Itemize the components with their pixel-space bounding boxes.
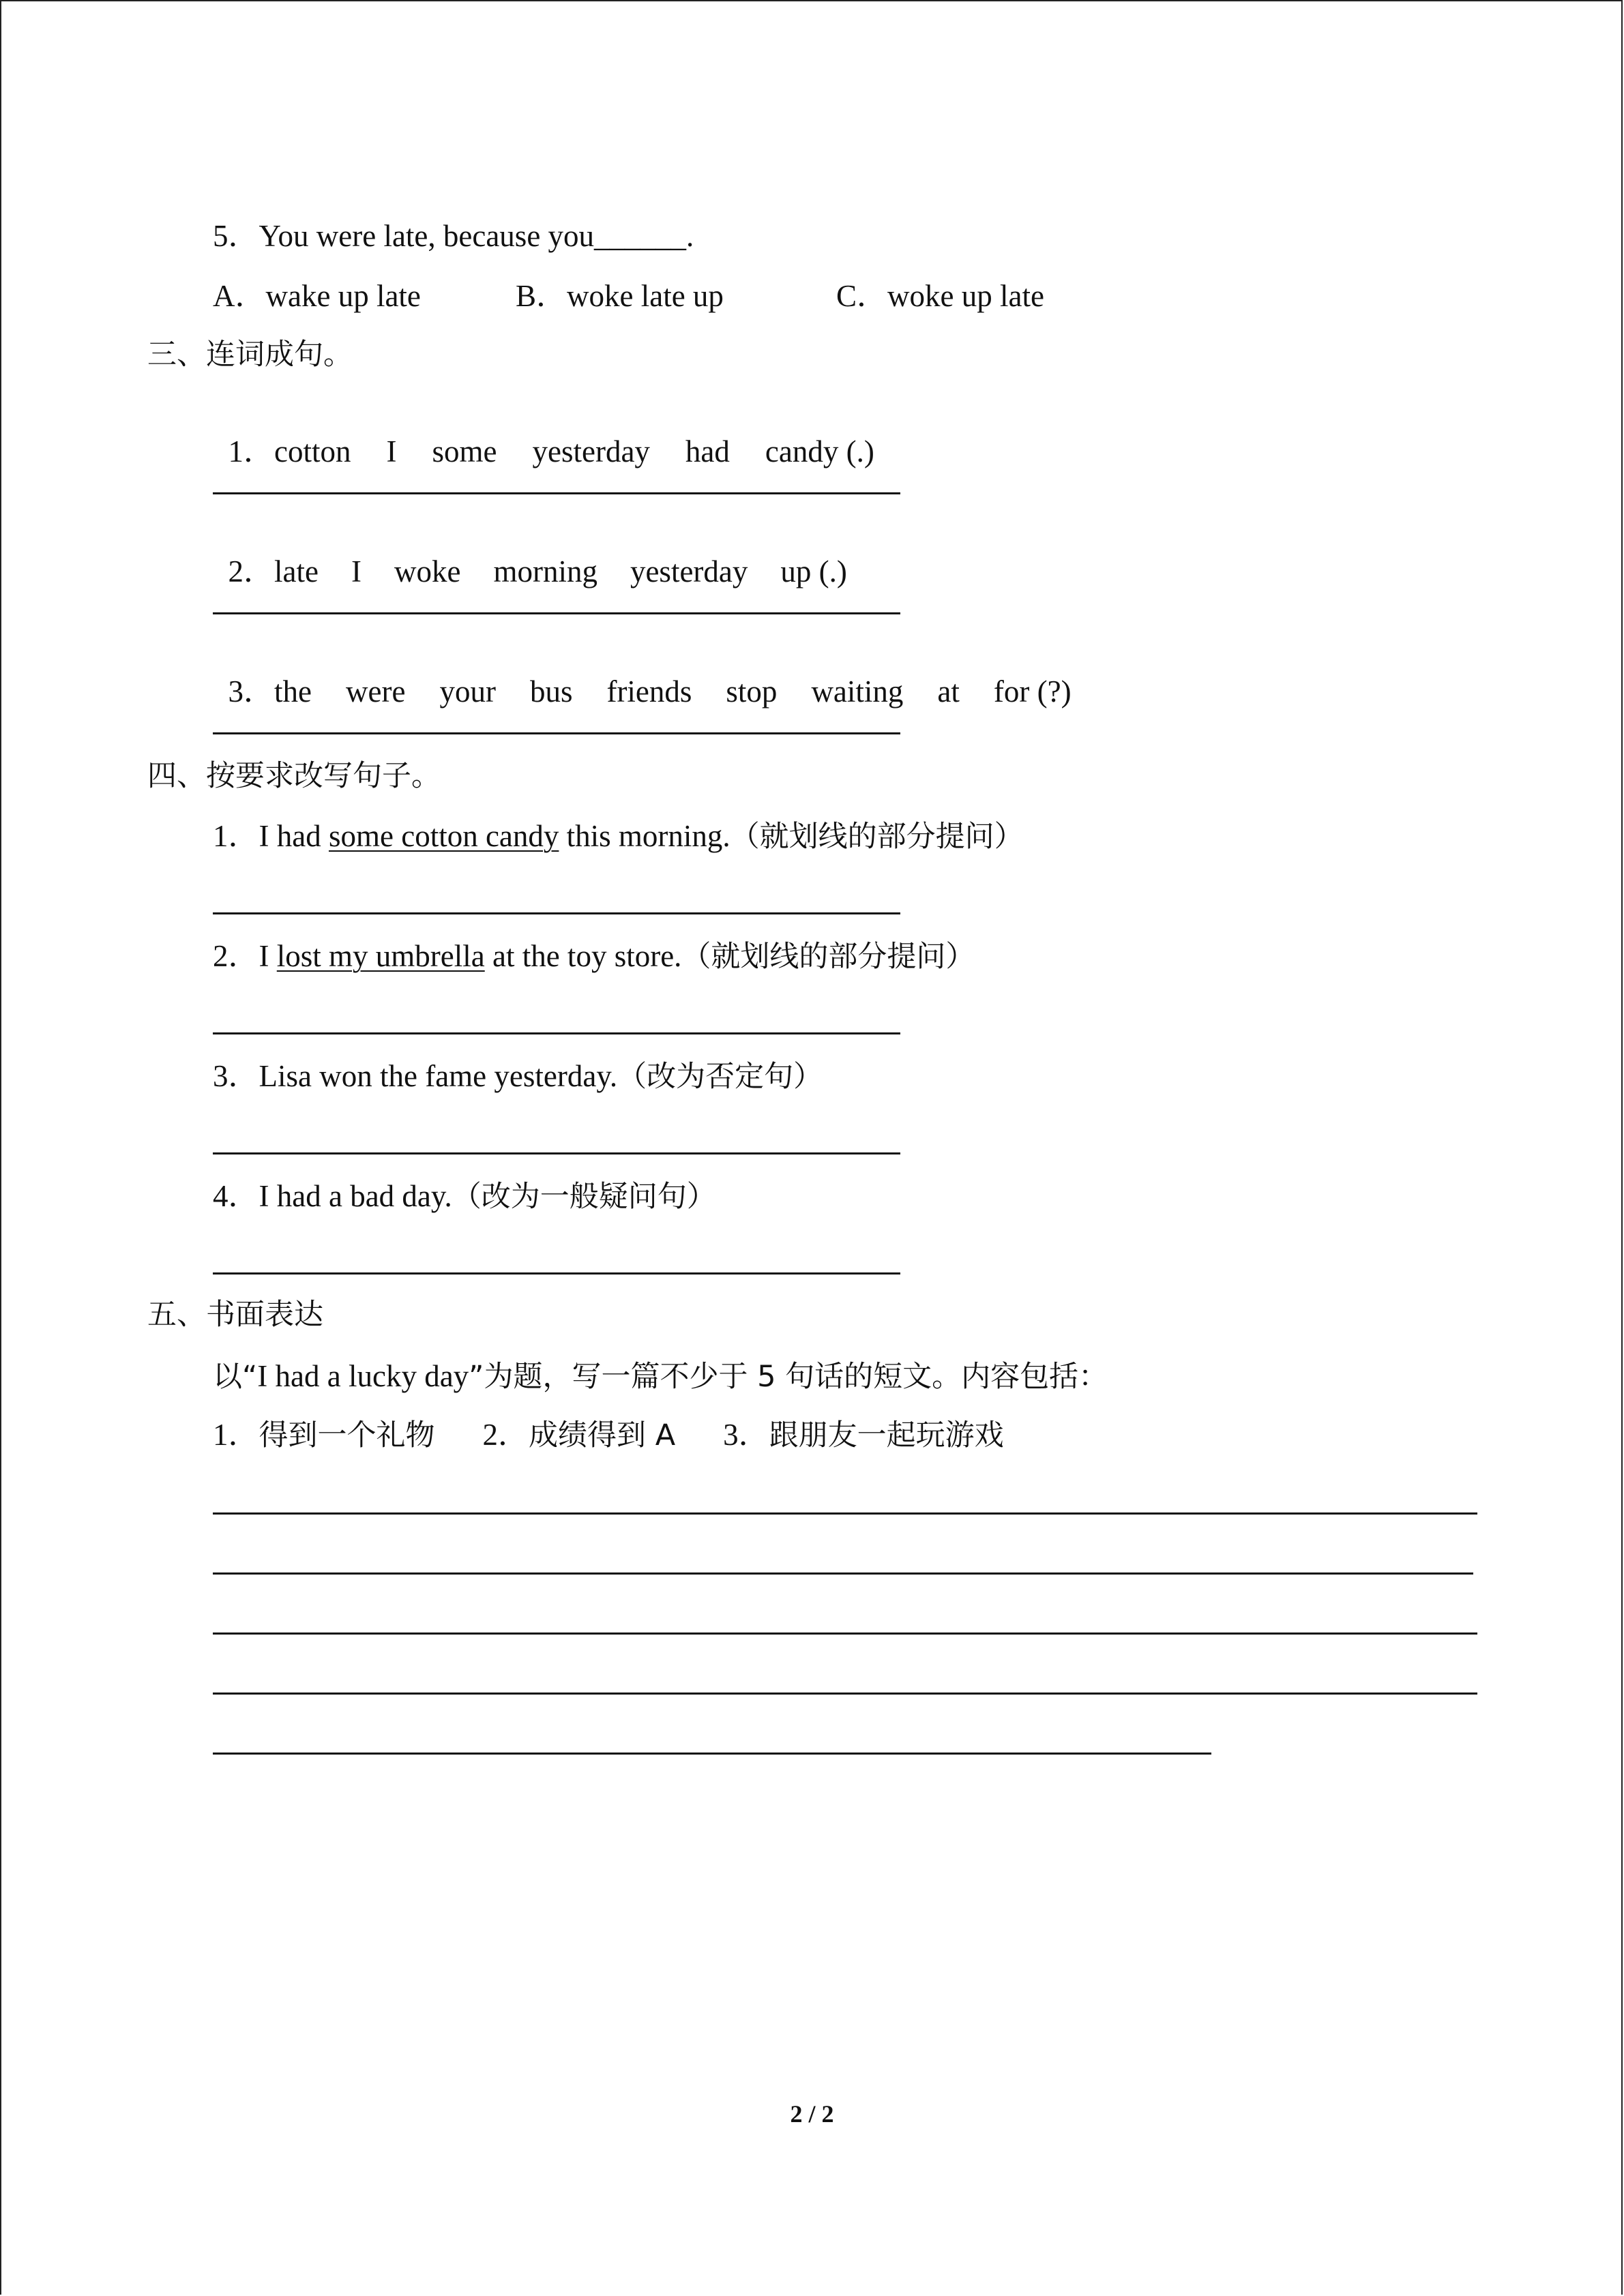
writing-line[interactable]: [213, 1693, 1477, 1695]
answer-line[interactable]: [213, 912, 900, 914]
answer-line[interactable]: [213, 612, 900, 614]
writing-line[interactable]: [213, 1512, 1477, 1515]
s5-prompt: 以“I had a lucky day”为题，写一篇不少于 5 句话的短文。内容包括：: [213, 1359, 1108, 1394]
s4-item4: 4．I had a bad day.（改为一般疑问句）: [213, 1179, 716, 1214]
s3-item3: 3．the were your bus friends stop waiting at for (?): [228, 674, 1072, 709]
s3-item2: 2．late I woke morning yesterday up (.): [228, 554, 847, 588]
answer-line[interactable]: [213, 1032, 900, 1034]
s4-item1: 1．I had some cotton candy this morning.（就划线的部分提问）: [213, 819, 1024, 854]
answer-line[interactable]: [213, 492, 900, 494]
s5-points: 1．得到一个礼物 2．成绩得到 A 3．跟朋友一起玩游戏: [213, 1418, 1004, 1452]
s3-item1: 1．cotton I some yesterday had candy (.): [228, 434, 874, 468]
q5-option-a: A．wake up late: [213, 279, 421, 313]
writing-line[interactable]: [213, 1572, 1473, 1575]
section3-heading: 三、连词成句。: [147, 338, 353, 372]
s4-item2: 2．I lost my umbrella at the toy store.（就划线的部分提问）: [213, 939, 975, 974]
q5-stem: 5．You were late, because you______.: [213, 219, 694, 253]
answer-line[interactable]: [213, 1272, 900, 1274]
answer-line[interactable]: [213, 1152, 900, 1154]
answer-line[interactable]: [213, 732, 900, 734]
section5-heading: 五、书面表达: [147, 1298, 323, 1332]
page-number: 2 / 2: [790, 2100, 834, 2128]
writing-line[interactable]: [213, 1753, 1211, 1755]
q5-option-b: B．woke late up: [516, 279, 724, 313]
writing-line[interactable]: [213, 1632, 1477, 1635]
q5-option-c: C．woke up late: [836, 279, 1044, 313]
section4-heading: 四、按要求改写句子。: [147, 759, 441, 793]
s4-item3: 3．Lisa won the fame yesterday.（改为否定句）: [213, 1059, 823, 1094]
